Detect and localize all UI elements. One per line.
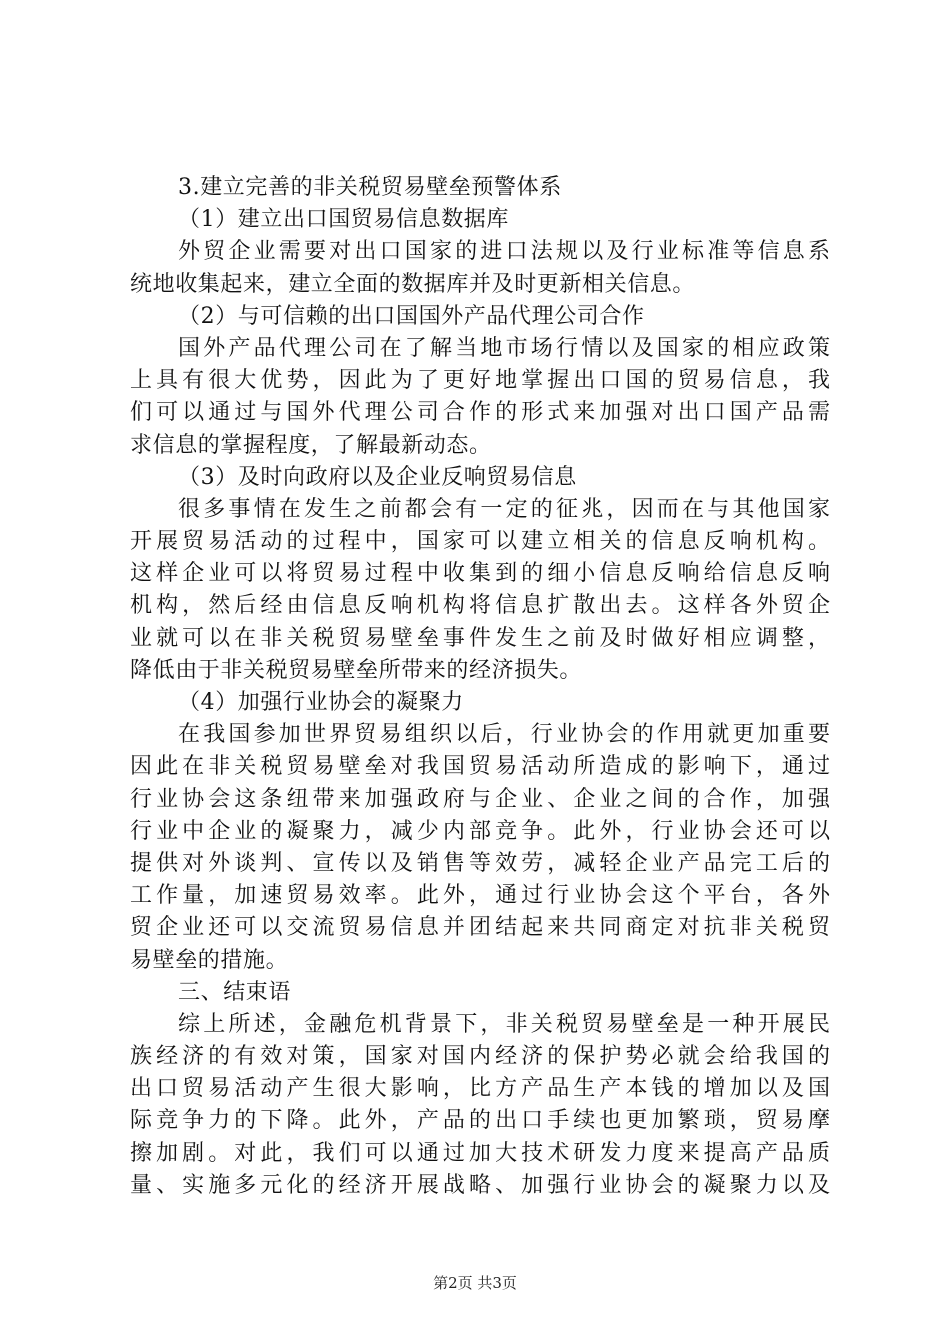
text-line: 这样企业可以将贸易过程中收集到的细小信息反响给信息反响 (130, 561, 830, 587)
text-line: 三、结束语 (178, 979, 292, 1005)
text-line: 们可以通过与国外代理公司合作的形式来加强对出口国产品需 (130, 400, 830, 426)
text-line: 国外产品代理公司在了解当地市场行情以及国家的相应政策 (178, 335, 830, 361)
text-line: 行业协会这条纽带来加强政府与企业、企业之间的合作，加强 (130, 786, 830, 812)
text-line: 业就可以在非关税贸易壁垒事件发生之前及时做好相应调整， (130, 625, 830, 651)
text-line: 贸企业还可以交流贸易信息并团结起来共同商定对抗非关税贸 (130, 915, 830, 941)
text-line: （3）及时向政府以及企业反响贸易信息 (178, 464, 577, 490)
text-line: 出口贸易活动产生很大影响，比方产品生产本钱的增加以及国 (130, 1076, 830, 1102)
text-line: 3.建立完善的非关税贸易壁垒预警体系 (178, 175, 562, 200)
text-line: 因此在非关税贸易壁垒对我国贸易活动所造成的影响下，通过 (130, 754, 830, 780)
text-line: 求信息的掌握程度，了解最新动态。 (130, 432, 492, 458)
text-line: 提供对外谈判、宣传以及销售等效劳，减轻企业产品完工后的 (130, 850, 830, 876)
text-line: 统地收集起来，建立全面的数据库并及时更新相关信息。 (130, 271, 696, 297)
text-line: 开展贸易活动的过程中，国家可以建立相关的信息反响机构。 (130, 529, 830, 555)
text-line: 际竞争力的下降。此外，产品的出口手续也更加繁琐，贸易摩 (130, 1108, 830, 1134)
text-line: 机构，然后经由信息反响机构将信息扩散出去。这样各外贸企 (130, 593, 830, 619)
text-line: （1）建立出口国贸易信息数据库 (178, 207, 509, 233)
text-line: 降低由于非关税贸易壁垒所带来的经济损失。 (130, 657, 583, 683)
text-line: （2）与可信赖的出口国国外产品代理公司合作 (178, 303, 645, 329)
text-line: 工作量，加速贸易效率。此外，通过行业协会这个平台，各外 (130, 883, 830, 909)
text-line: 量、实施多元化的经济开展战略、加强行业协会的凝聚力以及 (130, 1172, 830, 1198)
text-line: 族经济的有效对策，国家对国内经济的保护势必就会给我国的 (130, 1044, 830, 1070)
body-text (130, 172, 830, 1202)
text-line: 外贸企业需要对出口国家的进口法规以及行业标准等信息系 (178, 239, 830, 265)
text-line: 行业中企业的凝聚力，减少内部竞争。此外，行业协会还可以 (130, 818, 830, 844)
text-line: 在我国参加世界贸易组织以后，行业协会的作用就更加重要 (178, 722, 830, 748)
text-line: 易壁垒的措施。 (130, 947, 289, 973)
text-line: 综上所述，金融危机背景下，非关税贸易壁垒是一种开展民 (178, 1011, 830, 1037)
text-line: （4）加强行业协会的凝聚力 (178, 690, 464, 715)
text-line: 擦加剧。对此，我们可以通过加大技术研发力度来提高产品质 (130, 1140, 830, 1166)
text-line: 上具有很大优势，因此为了更好地掌握出口国的贸易信息，我 (130, 368, 830, 394)
text-line: 很多事情在发生之前都会有一定的征兆，因而在与其他国家 (178, 496, 830, 522)
page-footer: 第2页 共3页 (433, 1274, 517, 1292)
